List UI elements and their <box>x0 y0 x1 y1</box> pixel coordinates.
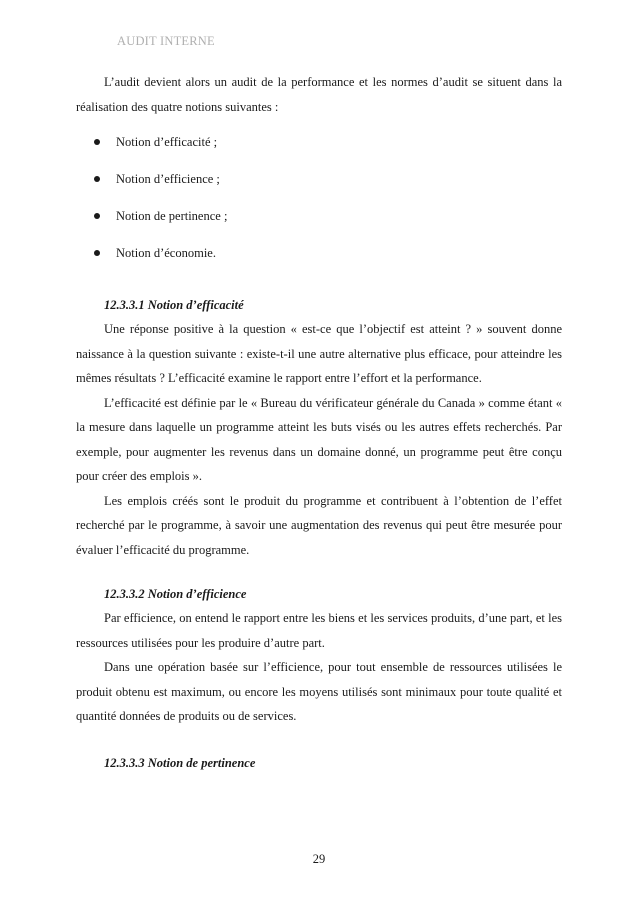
running-header: AUDIT INTERNE <box>117 34 215 48</box>
body-paragraph: Dans une opération basée sur l’efficience, pour tout ensemble de ressources utilisées le produit obtenu est maximum, ou encore les moyens utilisés sont minimaux pour toute qualité et quantité données de produits ou de services. <box>76 660 562 723</box>
list-item <box>76 170 562 188</box>
list-item-text: Notion de pertinence ; <box>116 209 228 223</box>
bullet-icon <box>94 250 100 256</box>
section-heading-pertinence: 12.3.3.3 Notion de pertinence <box>104 755 256 770</box>
body-paragraph: Les emplois créés sont le produit du programme et contribuent à l’obtention de l’effet recherché par le programme, à savoir une augmentation des revenus qui peut être mesurée pour évaluer l’efficacité du programme. <box>76 493 562 557</box>
list-item <box>76 244 562 262</box>
list-item-text: Notion d’efficacité ; <box>116 135 218 149</box>
intro-paragraph: L’audit devient alors un audit de la performance et les normes d’audit se situent dans la réalisation des quatre notions suivantes : <box>76 75 562 114</box>
section-heading-efficacite: 12.3.3.1 Notion d’efficacité <box>104 298 244 312</box>
body-paragraph: Une réponse positive à la question « est-ce que l’objectif est atteint ? » souvent donne naissance à la question suivante : existe-t-il une autre alternative plus efficace, pour atteindre les mêmes résultats ? L’efficacité examine le rapport entre l’effort et la performance. <box>76 322 562 385</box>
list-item <box>76 133 562 151</box>
body-paragraph: L’efficacité est définie par le « Bureau du vérificateur générale du Canada » comme étant « la mesure dans laquelle un programme atteint les buts visés ou les autres effets recherchés. Par exemple, pour augmenter les revenus dans un domaine donné, un programme peut être conçu pour créer des emplois ». <box>76 395 562 483</box>
bullet-icon <box>94 176 100 182</box>
section-heading-efficience: 12.3.3.2 Notion d’efficience <box>104 587 247 601</box>
list-item-text: Notion d’efficience ; <box>116 172 220 186</box>
page-number: 29 <box>312 852 326 866</box>
body-paragraph: Par efficience, on entend le rapport entre les biens et les services produits, d’une part, et les ressources utilisées pour les produire d’autre part. <box>76 611 562 650</box>
list-item <box>76 207 562 225</box>
bullet-icon <box>94 139 100 145</box>
list-item-text: Notion d’économie. <box>116 246 216 260</box>
page-body <box>76 70 562 775</box>
notions-list <box>76 133 562 262</box>
bullet-icon <box>94 213 100 219</box>
